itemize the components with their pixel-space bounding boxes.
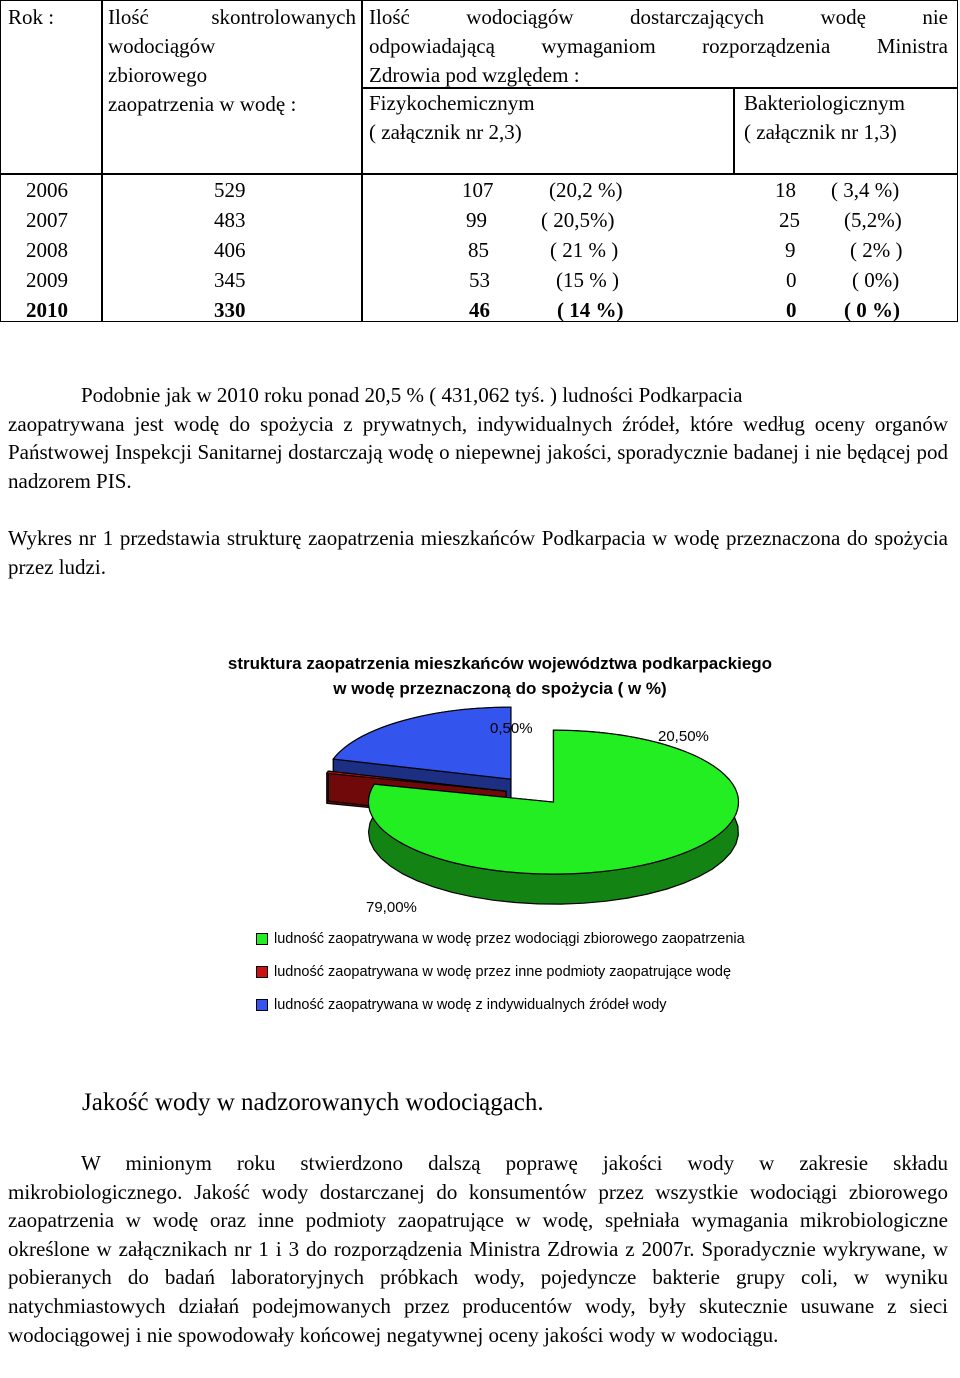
chart-legend xyxy=(256,922,745,1021)
paragraph-body: zaopatrywana jest wodę do spożycia z prywatnych, indywidualnych źródeł, które według oceny organów Państwowej Inspekcji Sanitarnej dostarczają wodę o niepewnej jakości, sporadycznie badanej i nie będącej pod nadzorem PIS. xyxy=(8,411,948,493)
row-phys-pct: ( 21 % ) xyxy=(550,238,619,262)
pie-chart xyxy=(0,700,960,920)
slice-label-other: 0,50% xyxy=(490,720,533,737)
header-bact-line: Bakteriologicznym xyxy=(744,91,905,115)
paragraph-first-line: W minionym roku stwierdzono dalszą poprawę jakości wody w zakresie składu xyxy=(81,1151,948,1175)
row-count: 345 xyxy=(214,268,246,292)
row-phys-pct: (15 % ) xyxy=(556,268,619,292)
table-row xyxy=(0,175,958,205)
paragraph-quality xyxy=(8,1149,948,1349)
row-bact-pct: ( 2% ) xyxy=(850,238,903,262)
row-count: 330 xyxy=(214,298,246,322)
row-bact-pct: ( 3,4 %) xyxy=(831,178,900,202)
header-noncompliant-line: odpowiadającą wymaganiom rozporządzenia Ministra xyxy=(369,34,948,58)
slice-label-individual: 20,50% xyxy=(658,728,709,745)
row-count: 529 xyxy=(214,178,246,202)
row-year: 2007 xyxy=(26,208,68,232)
paragraph-chart-intro: Wykres nr 1 przedstawia strukturę zaopatrzenia mieszkańców Podkarpacia w wodę przeznaczona do spożycia przez ludzi. xyxy=(8,526,948,579)
row-bact-count: 18 xyxy=(775,178,796,202)
legend-item xyxy=(256,955,745,988)
row-bact-count: 9 xyxy=(785,238,796,262)
header-year: Rok : xyxy=(8,5,55,29)
legend-swatch-red xyxy=(256,966,268,978)
legend-label: ludność zaopatrywana w wodę przez inne podmioty zaopatrujące wodę xyxy=(274,963,732,980)
header-physchem xyxy=(369,89,535,147)
table-row xyxy=(0,235,958,265)
row-phys-pct: ( 20,5%) xyxy=(541,208,615,232)
legend-swatch-green xyxy=(256,933,268,945)
row-year: 2006 xyxy=(26,178,68,202)
chart-title-line: w wodę przeznaczoną do spożycia ( w %) xyxy=(333,679,667,698)
header-count-line: Ilość skontrolowanych xyxy=(108,5,356,29)
paragraph-private-sources xyxy=(8,381,948,495)
row-year: 2010 xyxy=(26,298,68,322)
header-physchem-line: Fizykochemicznym xyxy=(369,91,535,115)
header-bact xyxy=(744,89,905,147)
row-bact-count: 0 xyxy=(786,268,797,292)
row-phys-count: 85 xyxy=(468,238,489,262)
header-count xyxy=(108,3,356,119)
row-bact-pct: (5,2%) xyxy=(844,208,902,232)
section-heading: Jakość wody w nadzorowanych wodociągach. xyxy=(82,1089,544,1116)
header-count-line: wodociągów xyxy=(108,34,216,58)
table-row xyxy=(0,205,958,235)
row-bact-pct: ( 0%) xyxy=(852,268,900,292)
legend-swatch-blue xyxy=(256,999,268,1011)
paragraph-first-line: Podobnie jak w 2010 roku ponad 20,5 % ( 431,062 tyś. ) ludności Podkarpacia xyxy=(81,383,743,407)
row-phys-pct: (20,2 %) xyxy=(549,178,623,202)
row-phys-count: 46 xyxy=(469,298,490,322)
legend-item xyxy=(256,922,745,955)
slice-label-waterworks: 79,00% xyxy=(366,899,417,916)
legend-label: ludność zaopatrywana w wodę z indywidualnych źródeł wody xyxy=(274,996,667,1013)
header-bact-line: ( załącznik nr 1,3) xyxy=(744,120,897,144)
row-phys-count: 99 xyxy=(466,208,487,232)
header-noncompliant xyxy=(369,3,948,90)
row-count: 406 xyxy=(214,238,246,262)
row-year: 2009 xyxy=(26,268,68,292)
legend-label: ludność zaopatrywana w wodę przez wodociągi zbiorowego zaopatrzenia xyxy=(274,930,745,947)
header-count-line: zbiorowego xyxy=(108,63,208,87)
row-bact-count: 25 xyxy=(779,208,800,232)
row-phys-count: 53 xyxy=(469,268,490,292)
chart-title xyxy=(130,651,870,701)
row-year: 2008 xyxy=(26,238,68,262)
table-row xyxy=(0,265,958,295)
row-phys-pct: ( 14 %) xyxy=(557,298,624,322)
row-bact-count: 0 xyxy=(786,298,797,322)
chart-title-line: struktura zaopatrzenia mieszkańców województwa podkarpackiego xyxy=(227,654,773,673)
header-count-line: zaopatrzenia w wodę : xyxy=(108,92,297,116)
table-row xyxy=(0,295,958,325)
table-divider xyxy=(733,88,735,174)
legend-item xyxy=(256,988,745,1021)
header-physchem-line: ( załącznik nr 2,3) xyxy=(369,120,522,144)
row-count: 483 xyxy=(214,208,246,232)
header-noncompliant-line: Zdrowia pod względem : xyxy=(369,63,580,87)
row-bact-pct: ( 0 %) xyxy=(844,298,900,322)
header-noncompliant-line: Ilość wodociągów dostarczających wodę nie xyxy=(369,5,948,29)
row-phys-count: 107 xyxy=(462,178,494,202)
paragraph-body: mikrobiologicznego. Jakość wody dostarczanej do konsumentów przez wszystkie wodociągi zbiorowego zaopatrzenia w wodę oraz inne podmioty zaopatrujące w wodę, spełniała wymagania mikrobiologiczne określone w załącznikach nr 1 i 3 do rozporządzenia Ministra Zdrowia z 2007r. Sporadycznie wykrywane, w pobieranych do badań laboratoryjnych próbkach wody, pojedyncze bakterie grupy coli, w wyniku natychmiastowych działań podejmowanych przez producentów wody, były skutecznie usuwane z sieci wodociągowej i nie spowodowały końcowej negatywnej oceny jakości wody w wodociągu. xyxy=(8,1179,948,1347)
